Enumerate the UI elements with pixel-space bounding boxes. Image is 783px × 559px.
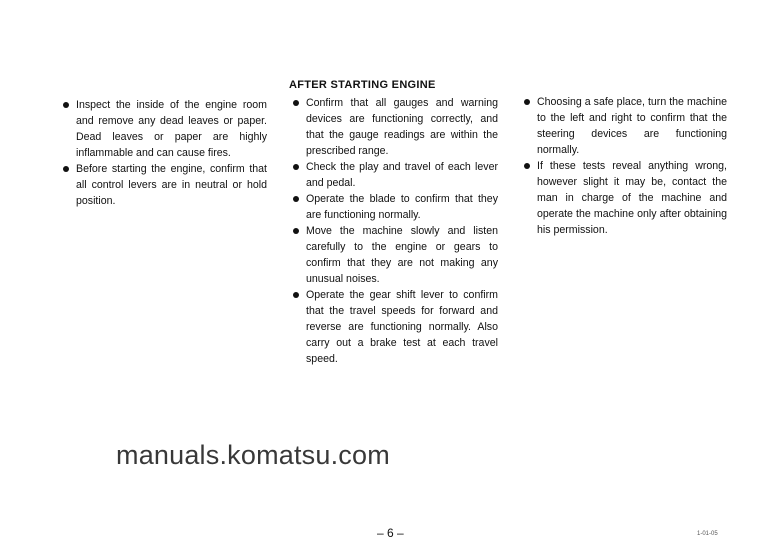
section-heading: AFTER STARTING ENGINE	[289, 79, 436, 91]
bullet-icon	[293, 164, 299, 170]
list-item	[537, 158, 727, 238]
column-right	[537, 94, 727, 238]
list-item	[76, 97, 267, 161]
column-middle	[306, 95, 498, 367]
item-text: Confirm that all gauges and warning devices are functioning correctly, and that the gauge readings are within the prescribed range.	[306, 97, 498, 157]
bullet-icon	[63, 166, 69, 172]
document-code: 1-01-05	[697, 531, 718, 537]
watermark: manuals.komatsu.com	[116, 440, 390, 470]
list-item	[537, 94, 727, 158]
column-left	[76, 97, 267, 209]
bullet-icon	[293, 228, 299, 234]
list-item	[306, 287, 498, 367]
list-item	[306, 159, 498, 191]
item-text: Operate the blade to confirm that they are functioning normally.	[306, 193, 498, 221]
bullet-icon	[63, 102, 69, 108]
page-number: – 6 –	[377, 526, 404, 540]
list-item	[306, 191, 498, 223]
item-text: Inspect the inside of the engine room and remove any dead leaves or paper. Dead leaves or paper are highly inflammable and can cause fires.	[76, 99, 267, 159]
bullet-icon	[524, 99, 530, 105]
item-text: Move the machine slowly and listen carefully to the engine or gears to confirm that they are not making any unusual noises.	[306, 225, 498, 285]
item-text: Check the play and travel of each lever and pedal.	[306, 161, 498, 189]
list-item	[306, 95, 498, 159]
bullet-icon	[293, 196, 299, 202]
item-text: Before starting the engine, confirm that all control levers are in neutral or hold position.	[76, 163, 267, 207]
list-item	[306, 223, 498, 287]
bullet-icon	[293, 292, 299, 298]
list-item	[76, 161, 267, 209]
item-text: Operate the gear shift lever to confirm that the travel speeds for forward and reverse are functioning normally. Also carry out a brake test at each travel speed.	[306, 289, 498, 365]
bullet-icon	[293, 100, 299, 106]
item-text: Choosing a safe place, turn the machine to the left and right to confirm that the steering devices are functioning normally.	[537, 96, 727, 156]
bullet-icon	[524, 163, 530, 169]
item-text: If these tests reveal anything wrong, however slight it may be, contact the man in charge of the machine and operate the machine only after obtaining his permission.	[537, 160, 727, 236]
